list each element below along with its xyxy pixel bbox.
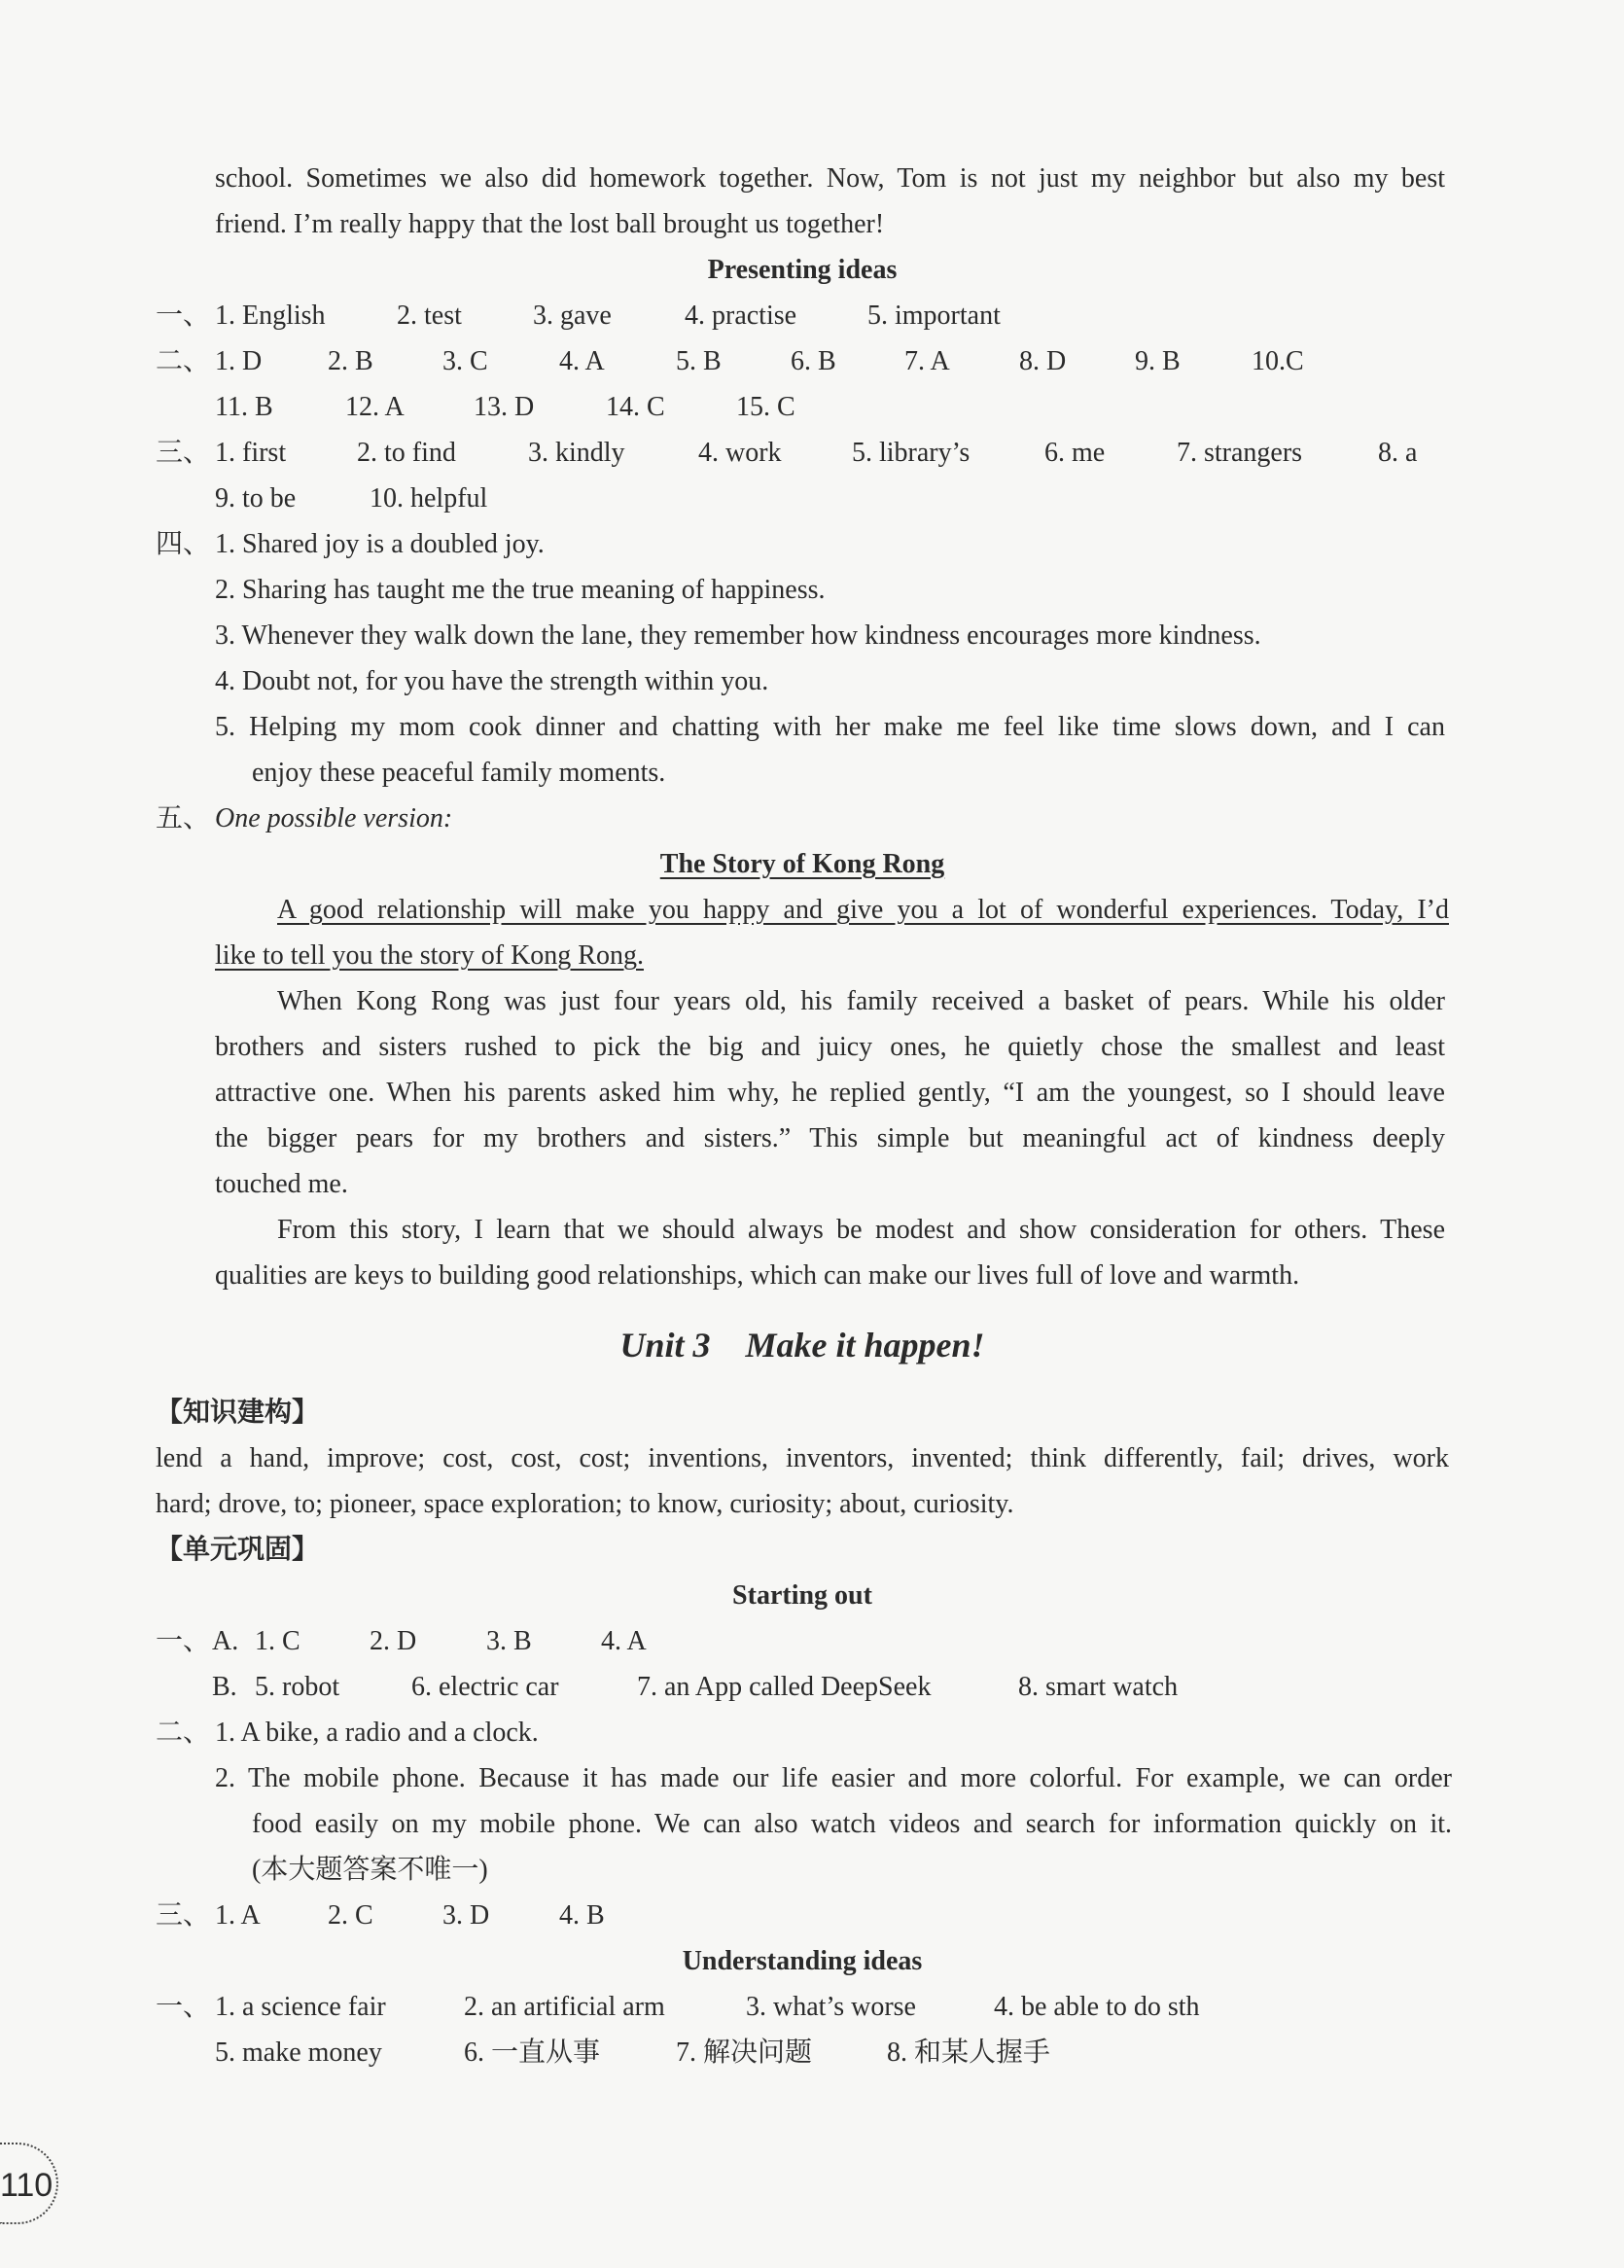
unit-title: Unit 3 Make it happen! bbox=[619, 1326, 985, 1364]
answer-sentence: enjoy these peaceful family moments. bbox=[252, 758, 666, 788]
essay-p2-line: brothers and sisters rushed to pick the big and juicy ones, he quietly chose the smallest and least bbox=[215, 1032, 1445, 1062]
answer-item: 1. English bbox=[215, 301, 326, 331]
answer-item: 9. to be bbox=[215, 483, 297, 514]
essay-p2-line: attractive one. When his parents asked him why, he replied gently, “I am the youngest, so I should leave bbox=[215, 1078, 1445, 1108]
section-number: 四、 bbox=[156, 529, 211, 559]
answer-item: 1. first bbox=[215, 438, 287, 468]
answer-item: 2. C bbox=[328, 1900, 373, 1931]
answer-item: 6. 一直从事 bbox=[464, 2038, 601, 2068]
essay-title: The Story of Kong Rong bbox=[659, 849, 945, 879]
section-number: 三、 bbox=[156, 438, 211, 468]
answer-item: 4. B bbox=[559, 1900, 605, 1931]
section-heading-understanding: Understanding ideas bbox=[682, 1946, 923, 1976]
section-number: 二、 bbox=[156, 346, 211, 376]
answer-item: 7. 解决问题 bbox=[676, 2038, 813, 2068]
intro-line-1: school. Sometimes we also did homework together. Now, Tom is not just my neighbor but also my best bbox=[215, 163, 1445, 194]
answer-item: 1. D bbox=[215, 346, 263, 376]
answer-item: 13. D bbox=[474, 392, 535, 422]
answer-item: 2. an artificial arm bbox=[464, 1992, 665, 2022]
answer-sentence: 1. Shared joy is a doubled joy. bbox=[215, 529, 545, 559]
section-number: 一、 bbox=[156, 1992, 211, 2022]
section-number: 三、 bbox=[156, 1900, 211, 1931]
answer-item: 3. D bbox=[442, 1900, 490, 1931]
version-label: One possible version: bbox=[215, 803, 453, 833]
answer-item: 6. B bbox=[791, 346, 836, 376]
answer-note: (本大题答案不唯一) bbox=[252, 1855, 488, 1885]
knowledge-line: hard; drove, to; pioneer, space exploration; to know, curiosity; about, curiosity. bbox=[156, 1489, 1014, 1519]
answer-sentence: food easily on my mobile phone. We can also watch videos and search for information quickly on it. bbox=[252, 1809, 1452, 1839]
answer-item: 3. C bbox=[442, 346, 488, 376]
section-number: 二、 bbox=[156, 1718, 211, 1748]
answer-item: 8. D bbox=[1019, 346, 1067, 376]
answer-item: 4. work bbox=[698, 438, 782, 468]
section-heading-starting: Starting out bbox=[732, 1580, 872, 1611]
answer-item: 15. C bbox=[736, 392, 795, 422]
answer-item: 1. C bbox=[255, 1626, 300, 1656]
essay-p1-line-1: A good relationship will make you happy and give you a lot of wonderful experiences. Today, I’d bbox=[277, 895, 1449, 925]
essay-p3-line: From this story, I learn that we should always be modest and show consideration for others. These bbox=[277, 1215, 1445, 1245]
essay-p2-line: the bigger pears for my brothers and sisters.” This simple but meaningful act of kindness deeply bbox=[215, 1123, 1445, 1153]
answer-item: 7. A bbox=[904, 346, 950, 376]
part-label: B. bbox=[212, 1672, 237, 1702]
answer-item: 1. a science fair bbox=[215, 1992, 386, 2022]
answer-item: 11. B bbox=[215, 392, 273, 422]
answer-item: 5. make money bbox=[215, 2038, 382, 2068]
answer-item: 7. strangers bbox=[1177, 438, 1303, 468]
answer-sentence: 1. A bike, a radio and a clock. bbox=[215, 1718, 539, 1748]
answer-item: 9. B bbox=[1135, 346, 1181, 376]
answer-sentence: 3. Whenever they walk down the lane, they remember how kindness encourages more kindness. bbox=[215, 620, 1261, 651]
section-number: 一、 bbox=[156, 301, 211, 331]
section-number: 五、 bbox=[156, 803, 211, 833]
answer-item: 10. helpful bbox=[370, 483, 488, 514]
page-number: 110 bbox=[0, 2143, 58, 2224]
answer-item: 3. kindly bbox=[528, 438, 625, 468]
essay-p1-line-2: like to tell you the story of Kong Rong. bbox=[215, 940, 644, 971]
answer-item: 8. smart watch bbox=[1018, 1672, 1179, 1702]
answer-item: 4. A bbox=[559, 346, 605, 376]
answer-item: 3. B bbox=[486, 1626, 532, 1656]
answer-item: 3. gave bbox=[533, 301, 612, 331]
answer-item: 7. an App called DeepSeek bbox=[637, 1672, 932, 1702]
answer-item: 5. important bbox=[867, 301, 1001, 331]
answer-item: 6. me bbox=[1044, 438, 1106, 468]
answer-item: 5. robot bbox=[255, 1672, 340, 1702]
answer-item: 5. B bbox=[676, 346, 722, 376]
answer-item: 1. A bbox=[215, 1900, 261, 1931]
answer-item: 10.C bbox=[1252, 346, 1304, 376]
review-label: 【单元巩固】 bbox=[156, 1535, 320, 1565]
section-number: 一、 bbox=[156, 1626, 211, 1656]
part-label: A. bbox=[212, 1626, 239, 1656]
answer-item: 8. 和某人握手 bbox=[887, 2038, 1051, 2068]
answer-item: 5. library’s bbox=[852, 438, 971, 468]
essay-p2-line: touched me. bbox=[215, 1169, 348, 1199]
essay-p3-line: qualities are keys to building good relationships, which can make our lives full of love and warmth. bbox=[215, 1260, 1300, 1291]
intro-line-2: friend. I’m really happy that the lost ball brought us together! bbox=[215, 209, 885, 239]
answer-item: 2. to find bbox=[357, 438, 456, 468]
knowledge-label: 【知识建构】 bbox=[156, 1398, 320, 1428]
answer-item: 14. C bbox=[606, 392, 665, 422]
section-heading-presenting: Presenting ideas bbox=[707, 255, 898, 285]
answer-item: 12. A bbox=[345, 392, 405, 422]
knowledge-line: lend a hand, improve; cost, cost, cost; inventions, inventors, invented; think differently, fail; drives, work bbox=[156, 1443, 1449, 1473]
answer-item: 4. A bbox=[601, 1626, 647, 1656]
answer-item: 4. be able to do sth bbox=[994, 1992, 1200, 2022]
essay-p2-line: When Kong Rong was just four years old, his family received a basket of pears. While his older bbox=[277, 986, 1445, 1016]
answer-sentence: 4. Doubt not, for you have the strength within you. bbox=[215, 666, 769, 696]
answer-sentence: 2. Sharing has taught me the true meaning of happiness. bbox=[215, 575, 826, 605]
answer-item: 6. electric car bbox=[411, 1672, 559, 1702]
answer-item: 2. test bbox=[397, 301, 462, 331]
answer-item: 8. a bbox=[1378, 438, 1418, 468]
answer-item: 4. practise bbox=[685, 301, 797, 331]
answer-item: 2. B bbox=[328, 346, 373, 376]
answer-sentence: 2. The mobile phone. Because it has made our life easier and more colorful. For example, we can order bbox=[215, 1763, 1452, 1793]
answer-item: 3. what’s worse bbox=[746, 1992, 916, 2022]
answer-sentence: 5. Helping my mom cook dinner and chatting with her make me feel like time slows down, and I can bbox=[215, 712, 1445, 742]
answer-item: 2. D bbox=[370, 1626, 417, 1656]
